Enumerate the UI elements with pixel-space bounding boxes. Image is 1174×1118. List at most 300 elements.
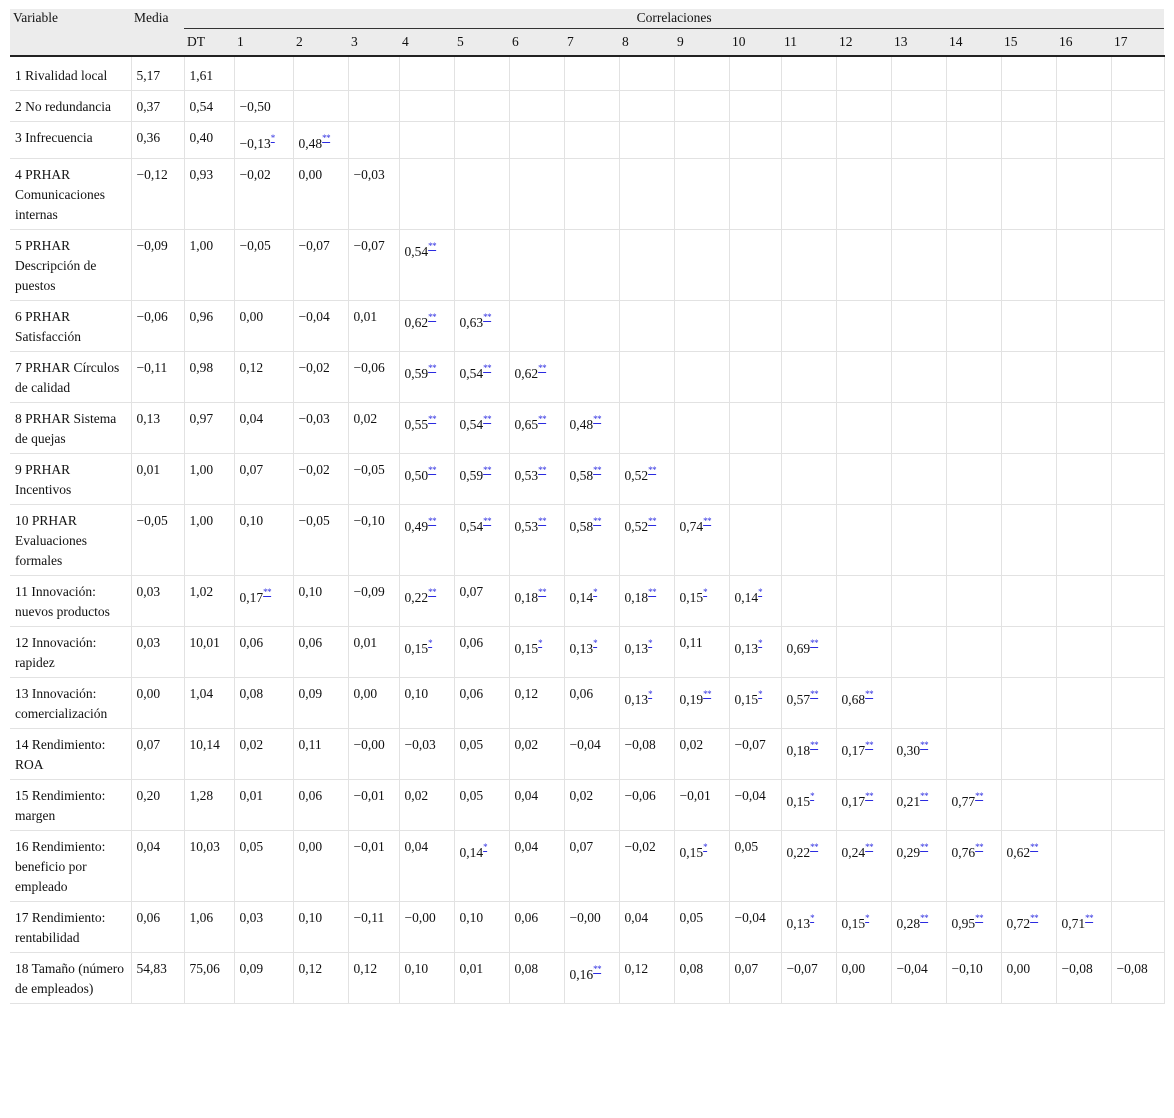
empty-cell (729, 56, 781, 91)
empty-cell (674, 403, 729, 454)
correlation-value: 0,52 (624, 468, 649, 483)
significance-marker[interactable]: ** (975, 842, 984, 852)
correlation-value: 0,10 (404, 961, 429, 976)
variable-name: 3 Infrecuencia (10, 122, 131, 159)
empty-cell (1111, 627, 1164, 678)
correlation-value: 0,13 (786, 916, 811, 931)
correlation-cell (293, 230, 348, 301)
empty-cell (836, 505, 891, 576)
dt-value: 1,28 (184, 780, 234, 831)
correlation-cell (293, 780, 348, 831)
correlation-value: 0,13 (624, 692, 649, 707)
variable-name: 15 Rendimiento: margen (10, 780, 131, 831)
correlation-cell (234, 505, 293, 576)
empty-cell (509, 56, 564, 91)
empty-cell (1001, 678, 1056, 729)
significance-marker[interactable]: * (483, 842, 488, 852)
empty-cell (946, 159, 1001, 230)
significance-marker[interactable]: * (593, 638, 598, 648)
correlation-value: 0,76 (951, 845, 976, 860)
significance-marker[interactable]: ** (975, 913, 984, 923)
correlation-value: 0,10 (459, 910, 484, 925)
correlation-cell (509, 627, 564, 678)
significance-marker[interactable]: ** (810, 740, 819, 750)
significance-marker[interactable]: ** (593, 964, 602, 974)
correlation-value: 0,58 (569, 519, 594, 534)
dt-value: 1,00 (184, 505, 234, 576)
correlation-cell (564, 505, 619, 576)
significance-marker[interactable]: * (758, 587, 763, 597)
variable-name: 8 PRHAR Sistema de quejas (10, 403, 131, 454)
correlation-cell (946, 902, 1001, 953)
empty-cell (891, 505, 946, 576)
empty-cell (619, 91, 674, 122)
significance-marker[interactable]: ** (1030, 842, 1039, 852)
table-row (10, 56, 1164, 91)
significance-marker[interactable]: * (593, 587, 598, 597)
correlation-value: 0,24 (841, 845, 866, 860)
significance-marker[interactable]: * (703, 587, 708, 597)
empty-cell (399, 159, 454, 230)
correlation-cell (293, 454, 348, 505)
correlation-value: −0,01 (679, 788, 711, 803)
empty-cell (619, 230, 674, 301)
header-col-4: 4 (399, 29, 454, 57)
correlation-value: 0,22 (404, 590, 429, 605)
correlation-value: −0,08 (1116, 961, 1148, 976)
correlation-value: 0,18 (786, 743, 811, 758)
significance-marker[interactable]: * (538, 638, 543, 648)
correlation-cell (348, 953, 399, 1004)
correlation-value: 0,02 (239, 737, 264, 752)
media-value: 0,13 (131, 403, 184, 454)
significance-marker[interactable]: ** (920, 791, 929, 801)
correlation-value: 0,01 (353, 309, 378, 324)
correlation-cell (399, 627, 454, 678)
correlation-value: 0,59 (459, 468, 484, 483)
table-row (10, 678, 1164, 729)
correlation-cell (509, 902, 564, 953)
correlation-value: 0,07 (459, 584, 484, 599)
correlation-cell (674, 627, 729, 678)
empty-cell (509, 230, 564, 301)
correlation-value: 0,05 (459, 788, 484, 803)
correlation-value: 0,00 (298, 839, 323, 854)
correlation-value: 0,14 (459, 845, 484, 860)
correlation-value: 0,15 (514, 641, 539, 656)
significance-marker[interactable]: ** (810, 638, 819, 648)
empty-cell (399, 122, 454, 159)
correlation-value: 0,12 (239, 360, 264, 375)
correlation-value: 0,49 (404, 519, 429, 534)
variable-name: 2 No redundancia (10, 91, 131, 122)
correlation-cell (1001, 902, 1056, 953)
significance-marker[interactable]: * (758, 638, 763, 648)
correlation-cell (781, 831, 836, 902)
empty-cell (891, 122, 946, 159)
table-row (10, 403, 1164, 454)
empty-cell (1056, 831, 1111, 902)
correlation-cell (564, 729, 619, 780)
correlation-cell (293, 505, 348, 576)
correlation-cell (399, 902, 454, 953)
correlation-value: 0,53 (514, 468, 539, 483)
empty-cell (348, 91, 399, 122)
significance-marker[interactable]: ** (703, 516, 712, 526)
correlation-value: 0,06 (569, 686, 594, 701)
empty-cell (454, 91, 509, 122)
header-col-17: 17 (1111, 29, 1164, 57)
empty-cell (399, 91, 454, 122)
empty-cell (1056, 627, 1111, 678)
significance-marker[interactable]: ** (428, 587, 437, 597)
correlation-cell (946, 780, 1001, 831)
significance-marker[interactable]: ** (483, 363, 492, 373)
correlation-cell (619, 780, 674, 831)
empty-cell (619, 403, 674, 454)
correlation-cell (564, 403, 619, 454)
significance-marker[interactable]: ** (593, 516, 602, 526)
empty-cell (564, 301, 619, 352)
header-media: Media (131, 9, 184, 56)
media-value: 0,04 (131, 831, 184, 902)
correlation-value: 0,54 (459, 417, 484, 432)
header-col-2: 2 (293, 29, 348, 57)
correlation-cell (729, 953, 781, 1004)
empty-cell (1001, 122, 1056, 159)
correlation-table-container (10, 9, 1164, 1004)
correlation-cell (293, 953, 348, 1004)
empty-cell (946, 729, 1001, 780)
significance-marker[interactable]: ** (593, 465, 602, 475)
media-value: −0,06 (131, 301, 184, 352)
empty-cell (891, 159, 946, 230)
significance-marker[interactable]: ** (428, 414, 437, 424)
correlation-cell (399, 780, 454, 831)
significance-marker[interactable]: * (810, 791, 815, 801)
correlation-cell (619, 454, 674, 505)
empty-cell (674, 230, 729, 301)
significance-marker[interactable]: ** (648, 465, 657, 475)
correlation-value: 0,09 (298, 686, 323, 701)
dt-value: 0,54 (184, 91, 234, 122)
significance-marker[interactable]: ** (428, 312, 437, 322)
empty-cell (564, 91, 619, 122)
empty-cell (619, 122, 674, 159)
empty-cell (1001, 56, 1056, 91)
correlation-cell (399, 230, 454, 301)
significance-marker[interactable]: ** (810, 842, 819, 852)
correlation-value: 0,77 (951, 794, 976, 809)
header-col-16: 16 (1056, 29, 1111, 57)
correlation-value: 0,10 (239, 513, 264, 528)
significance-marker[interactable]: ** (538, 465, 547, 475)
empty-cell (1001, 159, 1056, 230)
significance-marker[interactable]: ** (703, 689, 712, 699)
media-value: 5,17 (131, 56, 184, 91)
header-correlaciones: Correlaciones (184, 9, 1164, 29)
correlation-cell (509, 352, 564, 403)
correlation-value: 0,02 (353, 411, 378, 426)
correlation-value: 0,63 (459, 315, 484, 330)
correlation-cell (781, 627, 836, 678)
correlation-cell (619, 505, 674, 576)
significance-marker[interactable]: * (270, 133, 275, 143)
significance-marker[interactable]: * (648, 689, 653, 699)
correlation-value: 0,17 (841, 743, 866, 758)
correlation-cell (293, 902, 348, 953)
correlation-cell (293, 122, 348, 159)
correlation-value: 0,02 (679, 737, 704, 752)
correlation-cell (348, 301, 399, 352)
empty-cell (729, 505, 781, 576)
correlation-value: 0,04 (239, 411, 264, 426)
significance-marker[interactable]: ** (810, 689, 819, 699)
media-value: 0,06 (131, 902, 184, 953)
correlation-value: 0,06 (298, 635, 323, 650)
correlation-value: −0,02 (298, 462, 330, 477)
table-row (10, 352, 1164, 403)
empty-cell (781, 454, 836, 505)
correlation-cell (564, 953, 619, 1004)
empty-cell (1056, 91, 1111, 122)
correlation-value: 0,08 (239, 686, 264, 701)
correlation-cell (454, 403, 509, 454)
significance-marker[interactable]: ** (538, 587, 547, 597)
header-variable: Variable (10, 9, 131, 56)
empty-cell (1111, 505, 1164, 576)
correlation-value: −0,10 (353, 513, 385, 528)
variable-name: 17 Rendimiento: rentabilidad (10, 902, 131, 953)
correlation-value: 0,11 (679, 635, 703, 650)
empty-cell (836, 230, 891, 301)
significance-marker[interactable]: ** (538, 363, 547, 373)
empty-cell (1056, 301, 1111, 352)
correlation-value: 0,06 (239, 635, 264, 650)
empty-cell (891, 454, 946, 505)
correlation-cell (564, 576, 619, 627)
significance-marker[interactable]: ** (865, 689, 874, 699)
correlation-value: −0,01 (353, 788, 385, 803)
significance-marker[interactable]: ** (865, 791, 874, 801)
significance-marker[interactable]: ** (1030, 913, 1039, 923)
variable-name: 10 PRHAR Evaluaciones formales (10, 505, 131, 576)
correlation-cell (1111, 953, 1164, 1004)
correlation-cell (729, 780, 781, 831)
correlation-cell (293, 159, 348, 230)
empty-cell (1111, 301, 1164, 352)
empty-cell (891, 301, 946, 352)
correlation-cell (674, 729, 729, 780)
significance-marker[interactable]: ** (483, 465, 492, 475)
significance-marker[interactable]: ** (920, 842, 929, 852)
correlation-cell (399, 454, 454, 505)
significance-marker[interactable]: ** (428, 241, 437, 251)
empty-cell (1111, 780, 1164, 831)
empty-cell (781, 91, 836, 122)
correlation-cell (674, 505, 729, 576)
correlation-cell (234, 729, 293, 780)
empty-cell (836, 454, 891, 505)
correlation-value: 0,06 (459, 686, 484, 701)
empty-cell (1056, 729, 1111, 780)
correlation-cell (234, 831, 293, 902)
correlation-value: 0,58 (569, 468, 594, 483)
empty-cell (564, 122, 619, 159)
correlation-cell (619, 729, 674, 780)
correlation-cell (234, 159, 293, 230)
empty-cell (1001, 576, 1056, 627)
empty-cell (1111, 230, 1164, 301)
significance-marker[interactable]: ** (593, 414, 602, 424)
empty-cell (946, 122, 1001, 159)
correlation-value: 0,03 (239, 910, 264, 925)
empty-cell (836, 56, 891, 91)
correlation-value: 0,01 (353, 635, 378, 650)
correlation-value: −0,08 (1061, 961, 1093, 976)
correlation-value: 0,05 (459, 737, 484, 752)
correlation-value: −0,04 (569, 737, 601, 752)
empty-cell (729, 403, 781, 454)
significance-marker[interactable]: ** (428, 363, 437, 373)
correlation-value: 0,05 (239, 839, 264, 854)
correlation-value: 0,10 (404, 686, 429, 701)
correlation-value: 0,02 (569, 788, 594, 803)
correlation-cell (836, 831, 891, 902)
significance-marker[interactable]: ** (483, 414, 492, 424)
correlation-value: 0,19 (679, 692, 704, 707)
significance-marker[interactable]: ** (538, 414, 547, 424)
significance-marker[interactable]: * (703, 842, 708, 852)
correlation-value: −0,05 (298, 513, 330, 528)
correlation-cell (564, 902, 619, 953)
correlation-cell (399, 678, 454, 729)
correlation-value: −0,02 (239, 167, 271, 182)
header-col-6: 6 (509, 29, 564, 57)
correlation-cell (293, 729, 348, 780)
significance-marker[interactable]: ** (865, 740, 874, 750)
significance-marker[interactable]: * (428, 638, 433, 648)
media-value: 0,01 (131, 454, 184, 505)
significance-marker[interactable]: ** (648, 587, 657, 597)
correlation-cell (348, 159, 399, 230)
correlation-cell (891, 780, 946, 831)
empty-cell (781, 230, 836, 301)
significance-marker[interactable]: * (758, 689, 763, 699)
correlation-value: 0,15 (404, 641, 429, 656)
correlation-cell (1001, 831, 1056, 902)
correlation-value: 0,02 (514, 737, 539, 752)
empty-cell (781, 403, 836, 454)
correlation-value: 0,18 (514, 590, 539, 605)
significance-marker[interactable]: ** (538, 516, 547, 526)
table-row (10, 122, 1164, 159)
correlation-cell (454, 831, 509, 902)
significance-marker[interactable]: ** (428, 516, 437, 526)
correlation-value: −0,08 (624, 737, 656, 752)
empty-cell (234, 56, 293, 91)
empty-cell (836, 352, 891, 403)
correlation-value: −0,05 (353, 462, 385, 477)
empty-cell (674, 91, 729, 122)
correlation-cell (234, 678, 293, 729)
correlation-value: 0,18 (624, 590, 649, 605)
empty-cell (1001, 454, 1056, 505)
correlation-value: −0,00 (404, 910, 436, 925)
significance-marker[interactable]: ** (322, 133, 331, 143)
table-row (10, 729, 1164, 780)
variable-name: 12 Innovación: rapidez (10, 627, 131, 678)
empty-cell (454, 159, 509, 230)
correlation-cell (509, 729, 564, 780)
correlation-value: −0,02 (298, 360, 330, 375)
correlation-value: 0,53 (514, 519, 539, 534)
table-row (10, 831, 1164, 902)
correlation-value: 0,13 (734, 641, 759, 656)
empty-cell (1111, 403, 1164, 454)
empty-cell (1001, 505, 1056, 576)
empty-cell (1111, 56, 1164, 91)
correlation-cell (564, 454, 619, 505)
variable-name: 16 Rendimiento: beneficio por empleado (10, 831, 131, 902)
correlation-cell (234, 902, 293, 953)
significance-marker[interactable]: ** (428, 465, 437, 475)
variable-name: 14 Rendimiento: ROA (10, 729, 131, 780)
significance-marker[interactable]: ** (1085, 913, 1094, 923)
significance-marker[interactable]: ** (865, 842, 874, 852)
header-col-5: 5 (454, 29, 509, 57)
significance-marker[interactable]: ** (920, 913, 929, 923)
significance-marker[interactable]: ** (648, 516, 657, 526)
significance-marker[interactable]: * (648, 638, 653, 648)
correlation-cell (619, 627, 674, 678)
correlation-value: 0,22 (786, 845, 811, 860)
correlation-value: 0,11 (298, 737, 322, 752)
empty-cell (891, 56, 946, 91)
empty-cell (674, 159, 729, 230)
significance-marker[interactable]: ** (920, 740, 929, 750)
significance-marker[interactable]: ** (263, 587, 272, 597)
significance-marker[interactable]: ** (975, 791, 984, 801)
correlation-value: 0,28 (896, 916, 921, 931)
empty-cell (1056, 56, 1111, 91)
correlation-value: 0,06 (459, 635, 484, 650)
empty-cell (1056, 352, 1111, 403)
significance-marker[interactable]: ** (483, 312, 492, 322)
correlation-cell (293, 678, 348, 729)
correlation-value: −0,06 (353, 360, 385, 375)
empty-cell (1001, 780, 1056, 831)
correlation-value: 0,65 (514, 417, 539, 432)
correlation-value: 0,52 (624, 519, 649, 534)
dt-value: 0,97 (184, 403, 234, 454)
correlation-cell (454, 352, 509, 403)
empty-cell (509, 122, 564, 159)
empty-cell (1001, 352, 1056, 403)
correlation-value: −0,03 (298, 411, 330, 426)
table-row (10, 159, 1164, 230)
empty-cell (454, 122, 509, 159)
significance-marker[interactable]: ** (483, 516, 492, 526)
empty-cell (891, 230, 946, 301)
dt-value: 75,06 (184, 953, 234, 1004)
empty-cell (729, 454, 781, 505)
significance-marker[interactable]: * (865, 913, 870, 923)
correlation-value: −0,01 (353, 839, 385, 854)
correlation-value: 0,95 (951, 916, 976, 931)
empty-cell (729, 159, 781, 230)
significance-marker[interactable]: * (810, 913, 815, 923)
